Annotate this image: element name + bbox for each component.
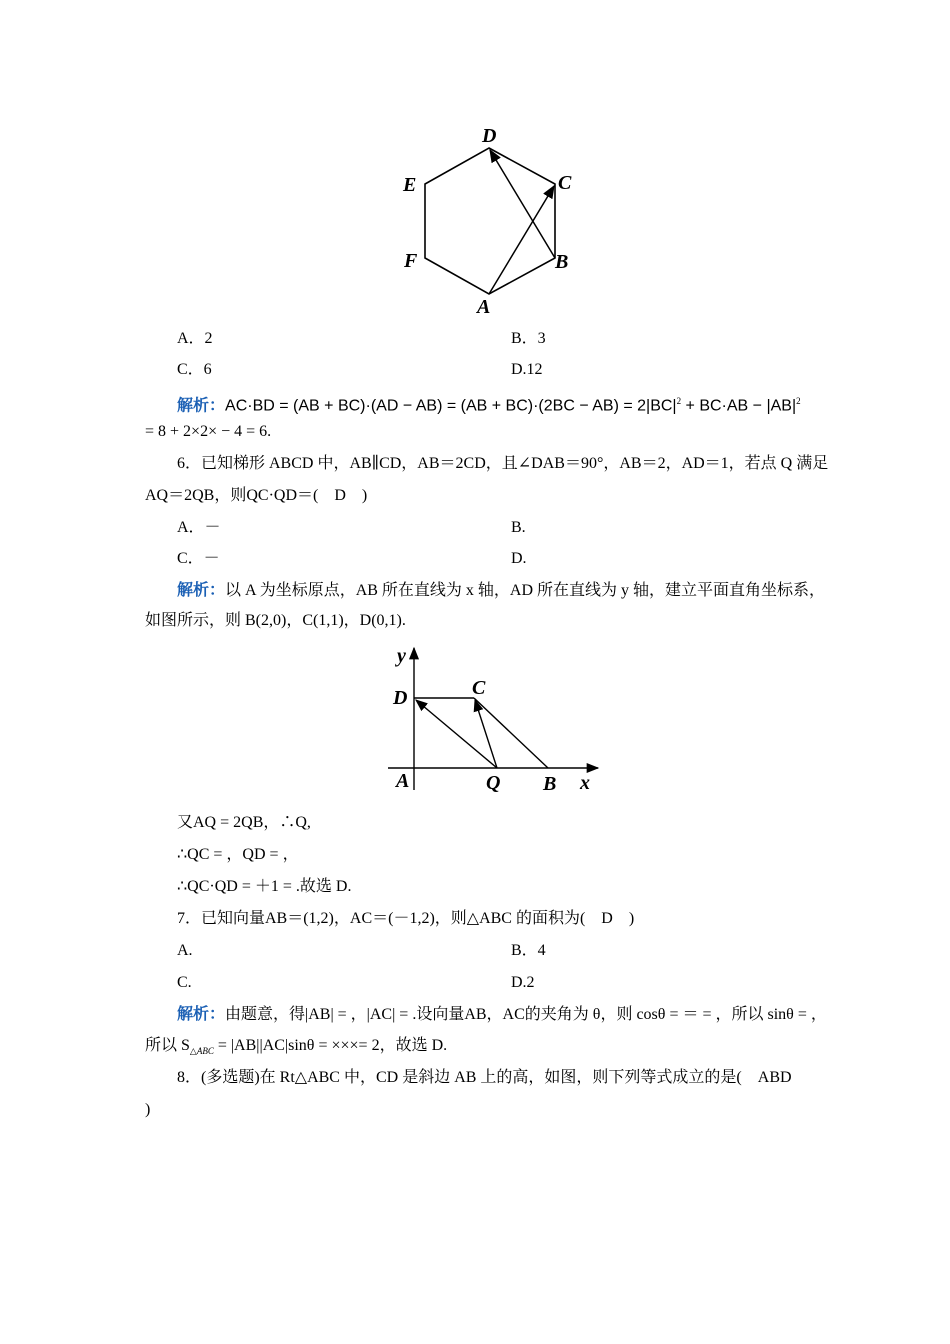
q7-solution-line1: 解析：由题意，得|AB| = ，|AC| = .设向量AB，AC的夹角为 θ，则 cosθ = ＝ = ，所以 sinθ = ， bbox=[177, 1004, 827, 1023]
q5-solution-line2: = 8 + 2×2× − 4 = 6. bbox=[145, 423, 272, 440]
label-d: D bbox=[482, 125, 497, 147]
label-b: B bbox=[543, 773, 557, 795]
q7-solution-line2: 所以 $S_{\triangle ABC} = |AB||AC|\sin\theta$ = ×××= 2，故选 D. bbox=[145, 1037, 448, 1057]
q7-option-b: B．4 bbox=[511, 942, 546, 959]
q5-option-c: C．6 bbox=[177, 361, 212, 378]
label-b: B bbox=[555, 251, 569, 273]
label-c: C bbox=[472, 677, 486, 699]
label-y: y bbox=[397, 645, 406, 667]
q5-option-d: D.12 bbox=[511, 361, 543, 378]
solution-label: 解析： bbox=[177, 395, 226, 415]
q7-option-d: D.2 bbox=[511, 974, 535, 991]
q7-stem: 7．已知向量AB＝(1,2)，AC＝(－1,2)，则△ABC 的面积为( D ) bbox=[177, 910, 635, 927]
vector-qd bbox=[416, 700, 497, 768]
label-c: C bbox=[558, 172, 572, 194]
q8-stem-line1: 8．(多选题)在 Rt△ABC 中，CD 是斜边 AB 上的高，如图，则下列等式成立的是( ABD bbox=[177, 1069, 792, 1086]
label-a: A bbox=[477, 296, 491, 318]
label-f: F bbox=[404, 250, 418, 272]
q6-option-d: D. bbox=[511, 550, 527, 567]
q6-after-line2: ∴QC = ，QD = ， bbox=[177, 846, 299, 863]
hexagon-figure bbox=[395, 122, 595, 322]
q5-option-b: B．3 bbox=[511, 330, 546, 347]
label-e: E bbox=[403, 174, 417, 196]
q6-option-b: B. bbox=[511, 519, 526, 536]
hexagon-outline bbox=[425, 148, 555, 294]
solution-label: 解析： bbox=[177, 580, 226, 599]
solution-label: 解析： bbox=[177, 1004, 226, 1023]
q6-option-c: C．－ bbox=[177, 550, 220, 567]
q6-solution-line1: 解析：以 A 为坐标原点，AB 所在直线为 x 轴，AD 所在直线为 y 轴，建立平面直角坐标系， bbox=[177, 580, 826, 599]
label-d: D bbox=[393, 687, 408, 709]
label-x: x bbox=[580, 772, 590, 794]
q6-after-line1: 又AQ = 2QB，∴Q, bbox=[177, 814, 311, 831]
q5-solution-line1: 解析：$AC\cdot BD = (AB + BC)\cdot(AD - AB) = (AB + BC)\cdot(2BC - AB) = 2|BC|^2 + BC\cdot AB - |AB|^2$ bbox=[177, 395, 801, 415]
q6-stem-line1: 6．已知梯形 ABCD 中，AB∥CD，AB＝2CD，且∠DAB＝90°，AB＝2，AD＝1，若点 Q 满足 bbox=[177, 455, 829, 472]
q7-option-a: A. bbox=[177, 942, 193, 959]
q6-stem-line2: AQ＝2QB，则QC·QD＝( D ) bbox=[145, 487, 368, 504]
q6-after-line3: ∴QC·QD = ＋1 = .故选 D. bbox=[177, 878, 352, 895]
q7-option-c: C. bbox=[177, 974, 192, 991]
q8-stem-line2: ) bbox=[145, 1101, 151, 1118]
q6-solution-line2: 如图所示，则 B(2,0)，C(1,1)，D(0,1). bbox=[145, 612, 406, 629]
q6-option-a: A．－ bbox=[177, 519, 221, 536]
coordinate-figure bbox=[385, 640, 605, 800]
label-a: A bbox=[396, 770, 410, 792]
label-q: Q bbox=[486, 772, 501, 794]
q5-option-a: A．2 bbox=[177, 330, 213, 347]
